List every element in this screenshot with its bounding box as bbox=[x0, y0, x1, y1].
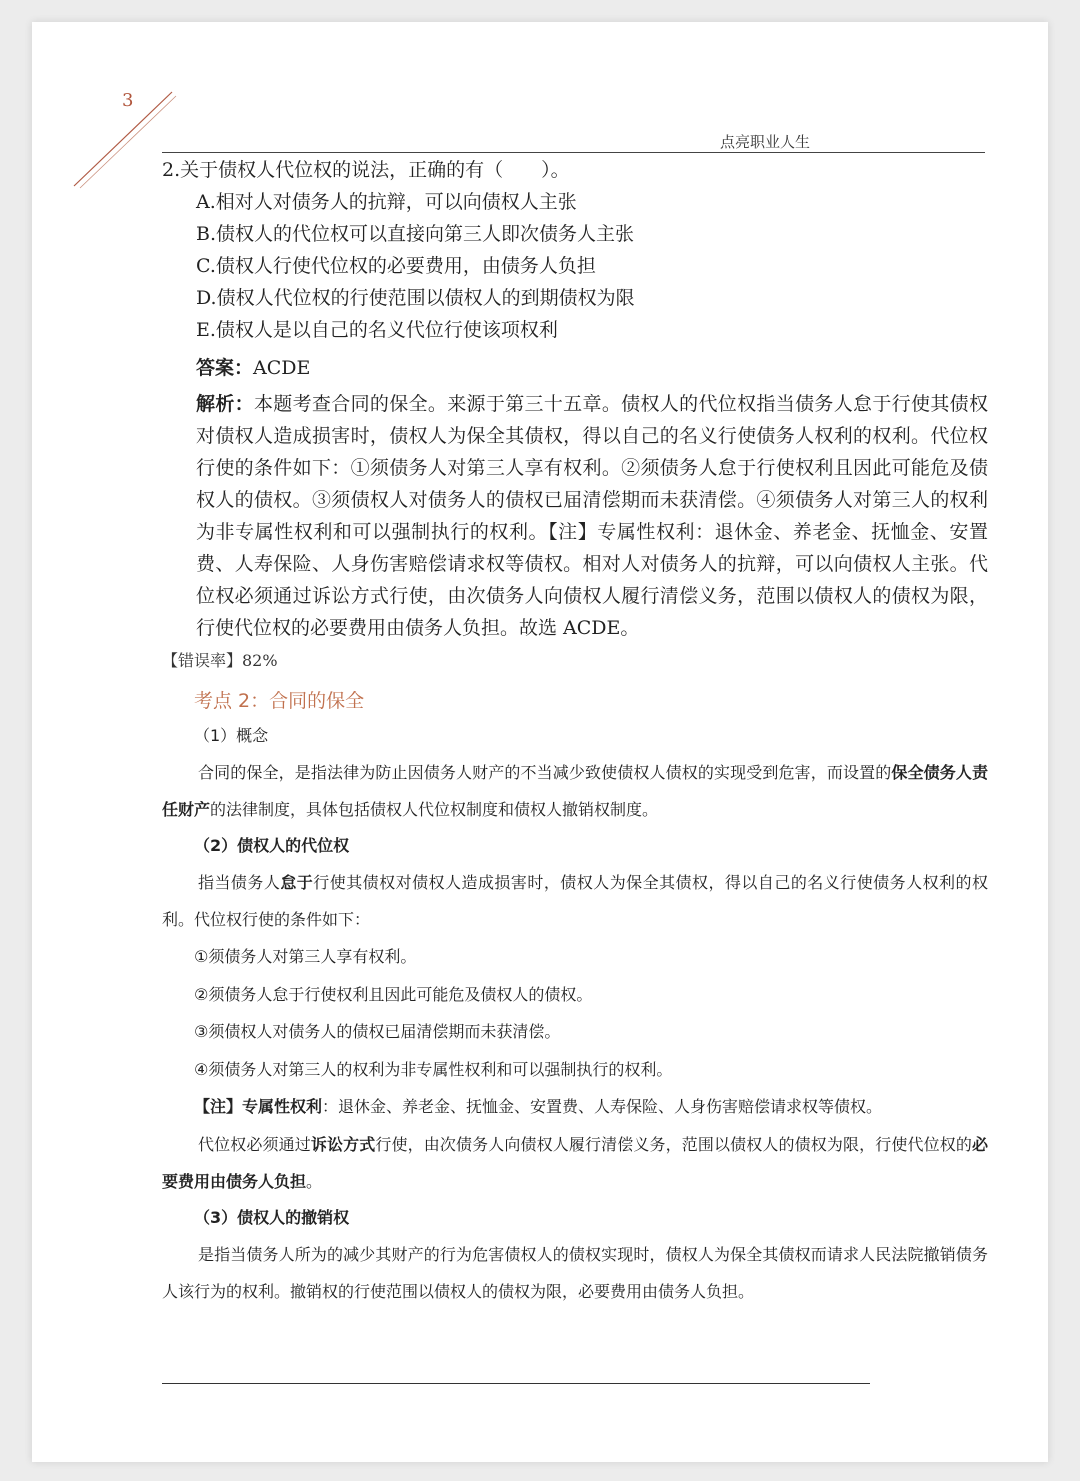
procedure-emphasis-1: 诉讼方式 bbox=[310, 1134, 376, 1154]
condition-3: ③须债权人对债务人的债权已届清偿期而未获清偿。 bbox=[194, 1022, 561, 1041]
procedure-text-3: 。 bbox=[306, 1171, 323, 1191]
condition-1: ①须债务人对第三人享有权利。 bbox=[194, 947, 417, 966]
subrogation-emphasis: 怠于 bbox=[280, 873, 314, 892]
answer-line bbox=[162, 352, 988, 384]
concept-heading: （1）概念 bbox=[194, 726, 269, 745]
answer-label: 答案： bbox=[196, 357, 254, 379]
concept-paragraph bbox=[162, 754, 988, 828]
subrogation-procedure bbox=[162, 1126, 988, 1200]
revocation-heading: （3）债权人的撤销权 bbox=[194, 1207, 350, 1227]
error-rate: 【错误率】82% bbox=[162, 651, 278, 670]
header-rule bbox=[162, 152, 985, 153]
subrogation-definition bbox=[162, 864, 988, 938]
procedure-text-2: 行使，由次债务人向债权人履行清偿义务，范围以债权人的债权为限，行使代位权的 bbox=[375, 1134, 972, 1154]
note-text: ：退休金、养老金、抚恤金、安置费、人寿保险、人身伤害赔偿请求权等债权。 bbox=[322, 1097, 883, 1116]
option-e: E.债权人是以自己的名义代位行使该项权利 bbox=[196, 319, 558, 341]
subrogation-text-2: 行使其债权对债权人造成损害时，债权人为保全其债权，得以自己的名义行使债务人权利的权利。代位权行使的条件如下： bbox=[162, 873, 988, 929]
option-d: D.债权人代位权的行使范围以债权人的到期债权为限 bbox=[196, 287, 635, 309]
footer-rule bbox=[162, 1383, 870, 1384]
note-line bbox=[162, 1088, 988, 1126]
note-label: 【注】专属性权利 bbox=[194, 1097, 323, 1116]
concept-text-2: 的法律制度，具体包括债权人代位权制度和债权人撤销权制度。 bbox=[210, 800, 659, 819]
header-slogan: 点亮职业人生 bbox=[720, 133, 811, 151]
condition-2: ②须债务人怠于行使权利且因此可能危及债权人的债权。 bbox=[194, 984, 593, 1004]
analysis-label: 解析： bbox=[196, 393, 254, 415]
question-stem: 2.关于债权人代位权的说法，正确的有（ ）。 bbox=[162, 159, 570, 181]
concept-text-1: 合同的保全，是指法律为防止因债务人财产的不当减少致使债权人债权的实现受到危害，而设置的 bbox=[198, 763, 892, 782]
subrogation-heading: （2）债权人的代位权 bbox=[194, 836, 350, 855]
subrogation-text-1: 指当债务人 bbox=[198, 873, 281, 892]
section-title: 考点 2：合同的保全 bbox=[194, 690, 365, 712]
option-b: B.债权人的代位权可以直接向第三人即次债务人主张 bbox=[196, 223, 635, 245]
procedure-text-1: 代位权必须通过 bbox=[198, 1134, 311, 1154]
answer-value: ACDE bbox=[253, 357, 311, 379]
option-c: C.债权人行使代位权的必要费用，由债务人负担 bbox=[196, 255, 596, 277]
condition-4: ④须债务人对第三人的权利为非专属性权利和可以强制执行的权利。 bbox=[194, 1059, 673, 1079]
document-page bbox=[32, 22, 1048, 1462]
content bbox=[162, 154, 988, 1310]
concept-emphasis: 保全债务人责任财产 bbox=[162, 763, 988, 819]
option-a: A.相对人对债务人的抗辩，可以向债权人主张 bbox=[196, 191, 577, 213]
analysis-text: 本题考查合同的保全。来源于第三十五章。债权人的代位权指当债务人怠于行使其债权对债权人造成损害时，债权人为保全其债权，得以自己的名义行使债务人权利的权利。代位权行使的条件如下：①须债务人对第三人享有权利。②须债务人怠于行使权利且因此可能危及债权人的债权。③须债权人对债务人的债权已届清偿期而未获清偿。④须债务人对第三人的权利为非专属性权利和可以强制执行的权利。【注】专属性权利：退休金、养老金、抚恤金、安置费、人寿保险、人身伤害赔偿请求权等债权。相对人对债务人的抗辩，可以向债权人主张。代位权必须通过诉讼方式行使，由次债务人向债权人履行清偿义务，范围以债权人的债权为限，行使代位权的必要费用由债务人负担。故选 ACDE。 bbox=[196, 393, 988, 639]
page-number: 3 bbox=[122, 90, 134, 111]
procedure-emphasis-2: 必要费用由债务人负担 bbox=[162, 1134, 988, 1191]
analysis-paragraph bbox=[162, 388, 988, 644]
revocation-paragraph: 是指当债务人所为的减少其财产的行为危害债权人的债权实现时，债权人为保全其债权而请求人民法院撤销债务人该行为的权利。撤销权的行使范围以债权人的债权为限，必要费用由债务人负担。 bbox=[162, 1244, 988, 1301]
